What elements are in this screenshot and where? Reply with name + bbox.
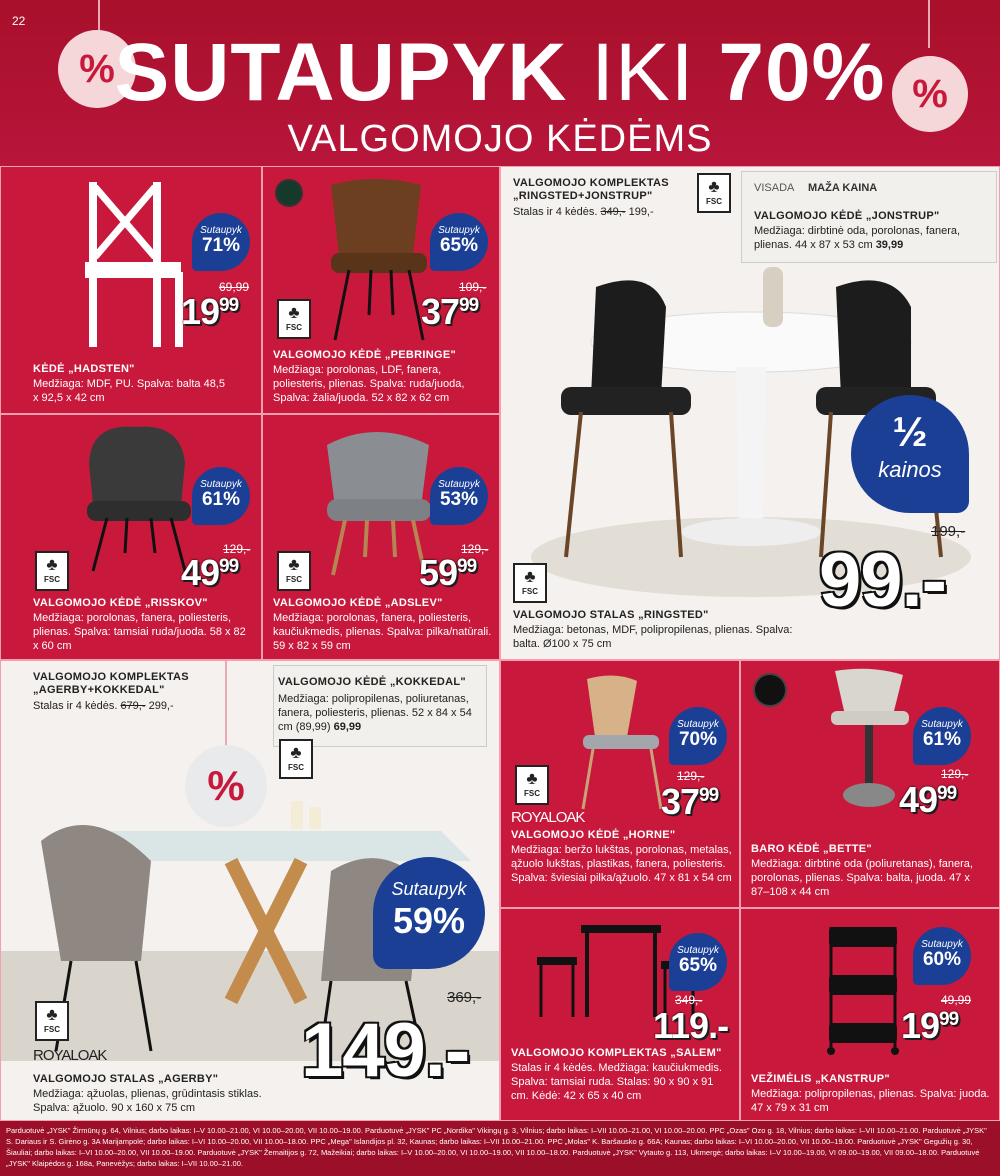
title-percent: 70% — [718, 27, 886, 118]
discount-badge: Sutaupyk 65% — [669, 933, 727, 991]
discount-badge: Sutaupyk 70% — [669, 707, 727, 765]
discount-badge: Sutaupyk 61% — [192, 467, 250, 525]
store-addresses-footer: Parduotuvė „JYSK" Žirmūnų g. 64, Vilnius; darbo laikas: I–V 10.00–21.00, VI 10.00–20.00, VII 10.00–19.00. Parduotuvė „JYSK" PC „Nordika" Vikingų g. 3, Vilnius; darbo laikas: I–VII 10.00–21.00, VI 10.00–20.00. PPC „Ozas" Ozo g. 18, Vilnius; darbo laikas: I–VII 10.00–21.00. Parduotuvė „JYSK" S. Dariaus ir S. Girėno g. 3A Marijampolė; darbo laikas: I–VI 10.00–20.00, VII 10.00–18.00. PPC „Mega" Islandijos pl. 32, Kaunas; darbo laikas: I–VII 10.00–21.00. PPC „Molas" K. Baršausko g. 66A; Kaunas; darbo laikas: I–VI 10.00–20.00, VII 10.00–19.00. Parduotuvė „JYSK" Gegužių g. 30, Šiauliai; darbo laikas: I–VI 10.00–20.00, VII 10.00–19.00. Parduotuvė „JYSK" Žemaitijos g. 72, Mažeikiai; darbo laikas: I–V 10.00–20.00, VI 10.00–19.00, VII 10.00–18.00. Parduotuvė „JYSK" Vytauto g. 113, Ukmergė; darbo laikas: I–V 10.00–19.00, VI 09.00–19.00, VII 09.00–18.00. Parduotuvė „JYSK" Klaipėdos g. 168a, Panevėžys; darbo laikas: I–VII 10.00–21.00. — [0, 1121, 1000, 1176]
price: 99.- — [819, 538, 946, 623]
product-name: VEŽIMĖLIS „KANSTRUP" — [751, 1073, 890, 1085]
product-agerby-set[interactable] — [0, 660, 500, 1121]
discount-badge: Sutaupyk 61% — [913, 707, 971, 765]
product-name: VALGOMOJO KĖDĖ „PEBRINGE" — [273, 349, 457, 361]
product-desc: Medžiaga: betonas, MDF, polipropilenas, plienas. Spalva: balta. Ø100 x 75 cm — [513, 624, 793, 650]
product-desc: Stalas ir 4 kėdės. Medžiaga: kaučiukmedis. Spalva: tamsiai ruda. Stalas: 90 x 90 x 91 cm. Kėdė: 42 x 65 x 40 cm — [511, 1062, 722, 1102]
product-desc: Medžiaga: MDF, PU. Spalva: balta 48,5 x 92,5 x 42 cm — [33, 378, 225, 404]
percent-bauble-left-icon: % — [58, 30, 136, 108]
product-ringsted-set[interactable] — [500, 166, 1000, 660]
product-desc: Medžiaga: ąžuolas, plienas, grūdintasis stiklas. Spalva: ąžuolo. 90 x 160 x 75 cm — [33, 1088, 262, 1114]
kokkedal-name: VALGOMOJO KĖDĖ „KOKKEDAL" — [278, 676, 466, 688]
old-price: 49,99 — [941, 993, 972, 1007]
maza-kaina-label: MAŽA KAINA — [808, 182, 878, 194]
price: $49^{99}$ — [899, 779, 957, 820]
product-hadsten[interactable] — [0, 166, 262, 414]
price: $19^{99}$ — [181, 291, 239, 332]
product-adslev[interactable] — [262, 414, 500, 660]
price: 119.- — [653, 1005, 729, 1046]
kanstrup-cart-image — [815, 919, 911, 1059]
product-kanstrup[interactable] — [740, 908, 1000, 1121]
fsc-logo-icon: ♣ FSC — [515, 765, 549, 805]
fsc-logo-icon: ♣ FSC — [513, 563, 547, 603]
price: $37^{99}$ — [421, 291, 479, 332]
old-price: 129,- — [223, 542, 251, 556]
product-desc: Medžiaga: porolonas, fanera, poliesteris, kaučiukmedis, plienas. Spalva: pilka/natūrali. 59 x 82 x 59 cm — [273, 612, 492, 652]
product-bette[interactable] — [740, 660, 1000, 908]
old-price: 69,99 — [219, 280, 250, 294]
discount-badge: Sutaupyk 59% — [373, 857, 485, 969]
fsc-logo-icon: ♣ FSC — [35, 551, 69, 591]
price: $49^{99}$ — [181, 552, 239, 593]
bauble-string — [225, 661, 227, 745]
discount-badge: Sutaupyk 60% — [913, 927, 971, 985]
price: 149.- — [301, 1008, 470, 1093]
horne-chair-image — [575, 673, 675, 813]
discount-badge: Sutaupyk 53% — [430, 467, 488, 525]
set-price-line: Stalas ir 4 kėdės. 349,- 199,- — [513, 206, 654, 218]
old-price: 129,- — [941, 767, 969, 781]
price: $37^{99}$ — [661, 781, 719, 822]
jonstrup-name: VALGOMOJO KĖDĖ „JONSTRUP" — [754, 210, 940, 222]
page-number: 22 — [12, 14, 26, 28]
product-horne[interactable] — [500, 660, 740, 908]
fsc-logo-icon: ♣ FSC — [277, 299, 311, 339]
set-price-line: Stalas ir 4 kėdės. 679,- 299,- — [33, 700, 174, 712]
product-name: VALGOMOJO KOMPLEKTAS „SALEM" — [511, 1047, 722, 1059]
product-desc: Medžiaga: polipropilenas, plienas. Spalva: juoda. 47 x 79 x 31 cm — [751, 1088, 990, 1114]
royaloak-logo: ROYALOAK — [511, 809, 585, 826]
percent-bauble-right-icon: % — [892, 56, 968, 132]
product-name: VALGOMOJO KĖDĖ „ADSLEV" — [273, 597, 443, 609]
royaloak-logo: ROYALOAK — [33, 1047, 107, 1064]
color-swatch-green[interactable] — [275, 179, 303, 207]
old-price: 369,- — [447, 989, 482, 1006]
page-subtitle: VALGOMOJO KĖDĖMS — [287, 118, 713, 160]
product-name: VALGOMOJO STALAS „AGERBY" — [33, 1073, 219, 1085]
kokkedal-info-box — [273, 665, 487, 747]
old-price: 199,- — [931, 523, 966, 540]
jonstrup-desc: Medžiaga: dirbtinė oda, porolonas, fanera, plienas. 44 x 87 x 53 cm 39,99 — [754, 225, 961, 251]
bauble-string — [98, 0, 100, 30]
page-title — [0, 28, 1000, 118]
risskov-chair-image — [81, 423, 201, 573]
old-price: 109,- — [459, 280, 487, 294]
fsc-logo-icon: ♣ FSC — [277, 551, 311, 591]
set-name: VALGOMOJO KOMPLEKTAS „RINGSTED+JONSTRUP" — [513, 177, 669, 202]
product-name: KĖDĖ „HADSTEN" — [33, 363, 135, 375]
fsc-logo-icon: ♣ FSC — [279, 739, 313, 779]
price: $19^{99}$ — [901, 1005, 959, 1046]
header-banner — [0, 0, 1000, 166]
old-price: 349,- — [675, 993, 703, 1007]
visada-label: VISADA — [754, 182, 795, 194]
product-desc: Medžiaga: porolonas, fanera, poliesteris, plienas. Spalva: tamsiai ruda/juoda. 58 x 82 x 60 cm — [33, 612, 246, 652]
discount-badge: Sutaupyk 65% — [430, 213, 488, 271]
half-price-badge: ½ kainos — [851, 395, 969, 513]
kokkedal-desc: Medžiaga: polipropilenas, poliuretanas, fanera, poliesteris, plienas. 52 x 84 x 54 cm (89,99) 69,99 — [278, 693, 472, 733]
fsc-logo-icon: ♣ FSC — [35, 1001, 69, 1041]
product-name: VALGOMOJO KĖDĖ „RISSKOV" — [33, 597, 208, 609]
old-price: 129,- — [677, 769, 705, 783]
set-name: VALGOMOJO KOMPLEKTAS „AGERBY+KOKKEDAL" — [33, 671, 189, 696]
product-salem[interactable] — [500, 908, 740, 1121]
title-light: IKI — [591, 27, 695, 118]
product-name: VALGOMOJO KĖDĖ „HORNE" — [511, 829, 676, 841]
product-name: BARO KĖDĖ „BETTE" — [751, 843, 872, 855]
percent-bauble-icon: % — [185, 745, 267, 827]
hadsten-chair-image — [81, 177, 191, 352]
product-name: VALGOMOJO STALAS „RINGSTED" — [513, 609, 709, 621]
color-swatch-black[interactable] — [753, 673, 787, 707]
price: $59^{99}$ — [419, 552, 477, 593]
title-bold: SUTAUPYK — [114, 27, 568, 118]
fsc-logo-icon: ♣ FSC — [697, 173, 731, 213]
jonstrup-info-box — [741, 171, 997, 263]
product-desc: Medžiaga: porolonas, LDF, fanera, poliesteris, plienas. Spalva: ruda/juoda, Spalva: žalia/juoda. 52 x 82 x 62 cm — [273, 364, 465, 404]
discount-badge: Sutaupyk 71% — [192, 213, 250, 271]
product-pebringe[interactable] — [262, 166, 500, 414]
old-price: 129,- — [461, 542, 489, 556]
product-desc: Medžiaga: dirbtinė oda (poliuretanas), fanera, porolonas, plienas. Spalva: balta, juoda. 47 x 87–108 x 44 cm — [751, 858, 973, 898]
product-desc: Medžiaga: beržo lukštas, porolonas, metalas, ąžuolo lukštas, plastikas, fanera, poliesteris. Spalva: šviesiai pilka/ąžuolo. 47 x 81 x 54 cm — [511, 844, 732, 884]
product-risskov[interactable] — [0, 414, 262, 660]
